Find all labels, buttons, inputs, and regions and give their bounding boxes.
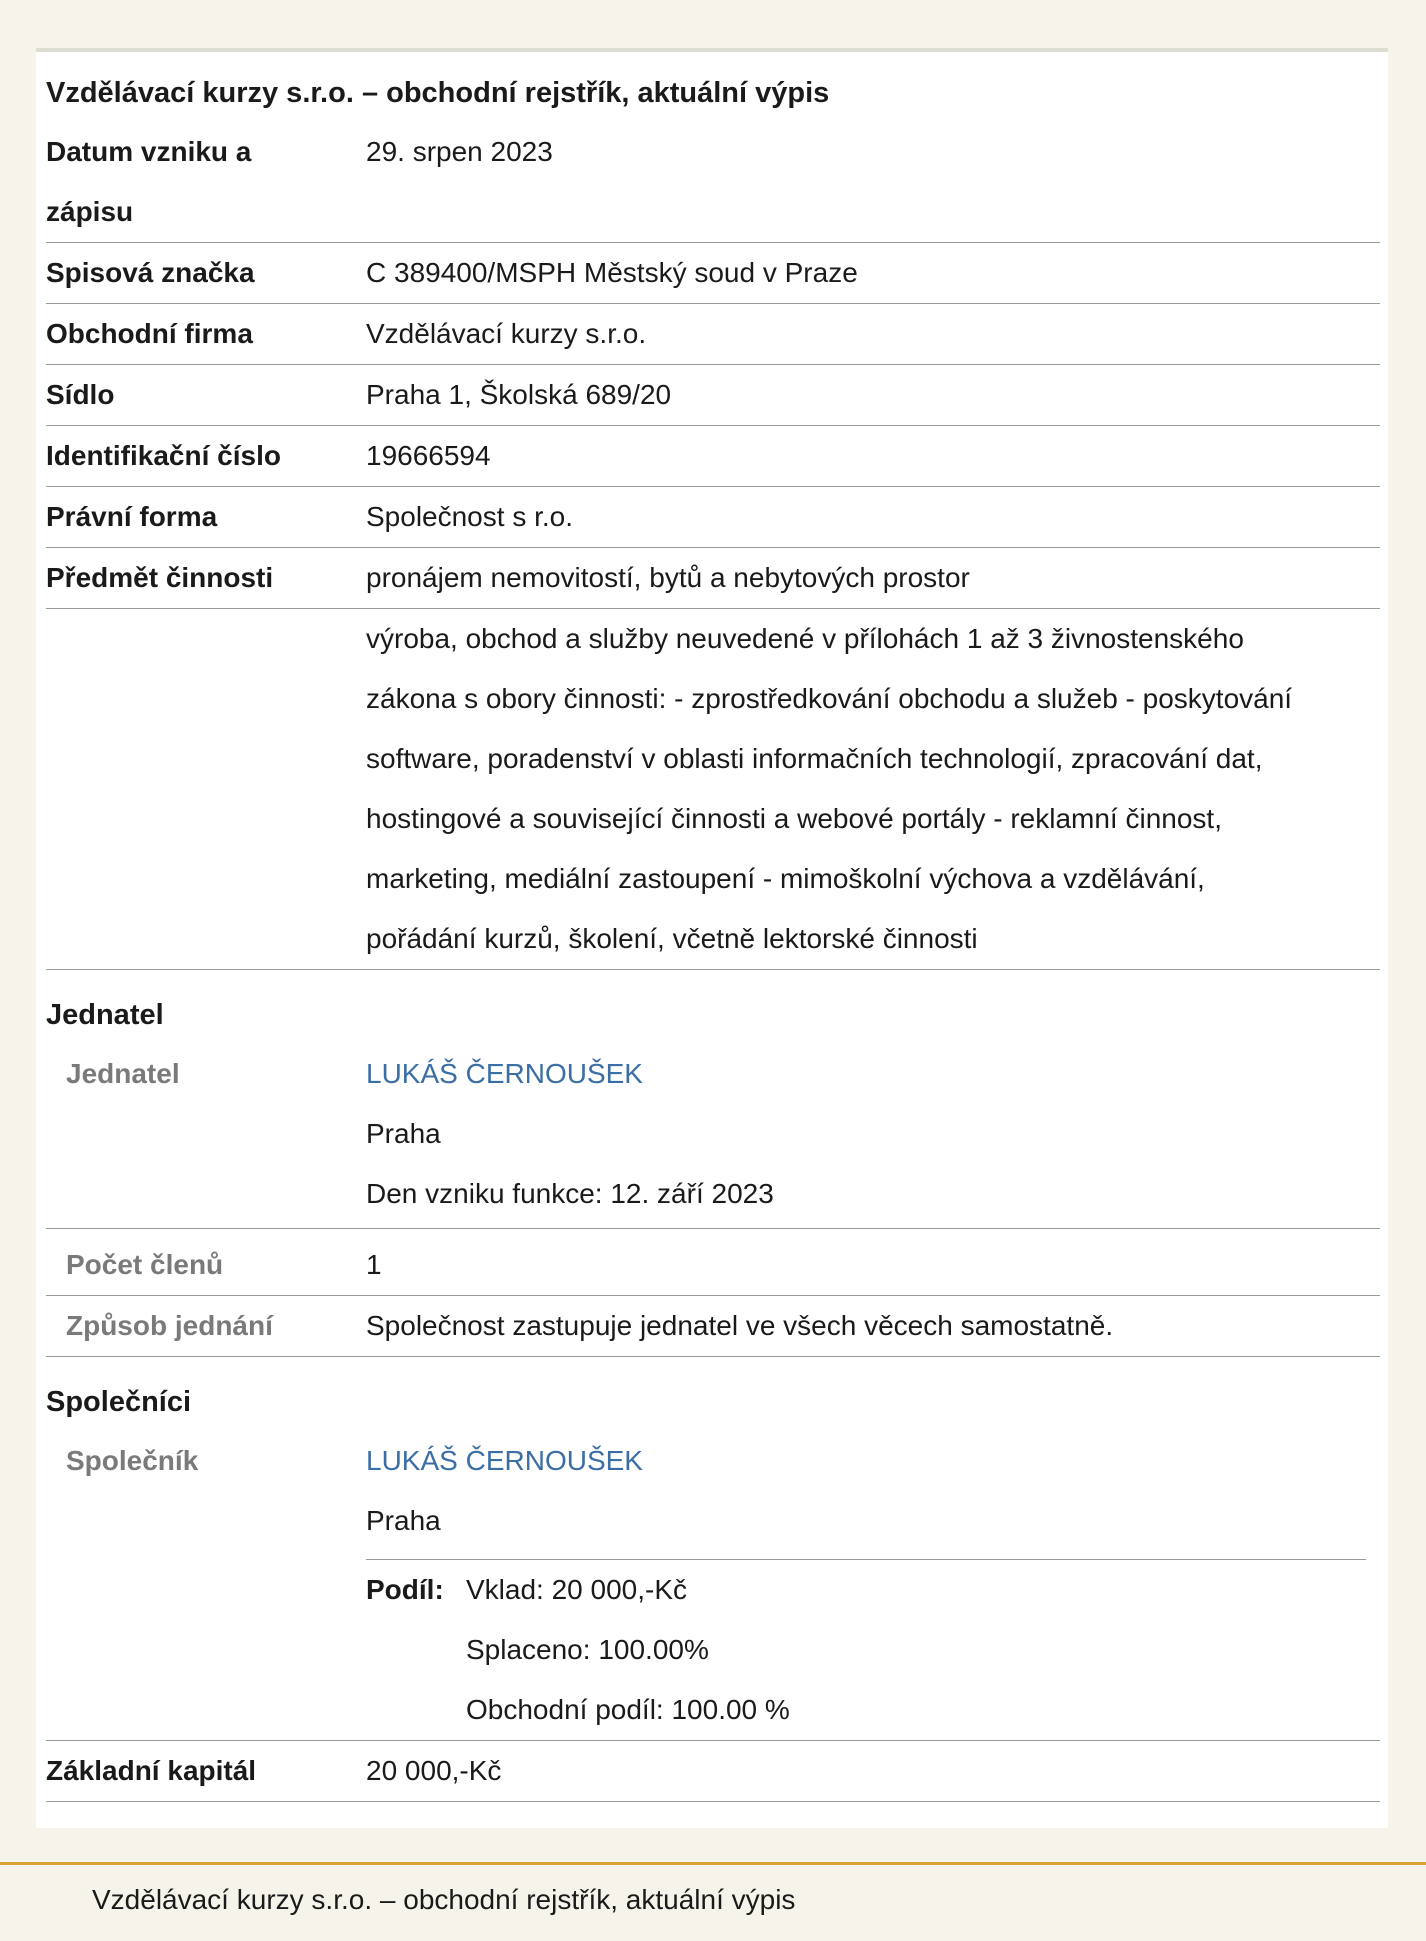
row-label: Společník: [66, 1445, 199, 1476]
row-zakladni-kapital: [46, 1741, 1380, 1802]
row-label: Právní forma: [46, 501, 218, 532]
section-heading-spolecnici: Společníci: [46, 1386, 192, 1418]
row-value: Společnost zastupuje jednatel ve všech věcech samostatně.: [366, 1310, 1114, 1341]
podil-label: Podíl:: [366, 1574, 444, 1605]
footer-title: Vzdělávací kurzy s.r.o. – obchodní rejstřík, aktuální výpis: [92, 1884, 796, 1915]
footer: [0, 1862, 1426, 1941]
row-label: Způsob jednání: [66, 1310, 273, 1341]
podil-vklad: Vklad: 20 000,-Kč: [466, 1574, 688, 1605]
row-value: [366, 1044, 1380, 1228]
row-label: Sídlo: [46, 379, 115, 410]
row-ico: [46, 426, 1380, 487]
row-value: Společnost s r.o.: [366, 501, 574, 532]
section-heading-jednatel: Jednatel: [46, 999, 164, 1031]
spolecnik-name-link[interactable]: LUKÁŠ ČERNOUŠEK: [366, 1445, 643, 1476]
row-label: [46, 609, 366, 969]
row-value: C 389400/MSPH Městský soud v Praze: [366, 257, 858, 288]
row-label: Identifikační číslo: [46, 440, 281, 471]
spolecnik-city: Praha: [366, 1505, 441, 1536]
row-value: pronájem nemovitostí, bytů a nebytových prostor: [366, 562, 970, 593]
podil-obchodni: Obchodní podíl: 100.00 %: [466, 1694, 790, 1725]
row-predmet-cinnosti-2: [46, 609, 1380, 970]
row-pocet-clenu: [46, 1229, 1380, 1296]
row-jednatel: [46, 1044, 1380, 1229]
row-predmet-cinnosti: [46, 548, 1380, 609]
row-datum-vzniku: [46, 122, 1380, 243]
page-title: Vzdělávací kurzy s.r.o. – obchodní rejstřík, aktuální výpis: [46, 77, 830, 109]
row-value: 19666594: [366, 440, 491, 471]
row-label: Spisová značka: [46, 257, 255, 288]
row-label: Počet členů: [66, 1249, 224, 1280]
jednatel-city: Praha: [366, 1118, 441, 1149]
jednatel-name-link[interactable]: LUKÁŠ ČERNOUŠEK: [366, 1058, 643, 1089]
row-value: výroba, obchod a služby neuvedené v přílohách 1 až 3 živnostenského zákona s obory činnosti: - zprostředkování obchodu a služeb - poskytování software, poradenství v oblasti informačních technologií, zpracování dat, hostingové a související činnosti a webové portály - reklamní činnost, marketing, mediální zastoupení - mimoškolní výchova a vzdělávání, pořádání kurzů, školení, včetně lektorské činnosti: [366, 623, 1293, 954]
podil-splaceno: Splaceno: 100.00%: [466, 1634, 709, 1665]
row-value: [366, 1431, 1380, 1740]
row-spolecnik: [46, 1431, 1380, 1741]
jednatel-since: Den vzniku funkce: 12. září 2023: [366, 1178, 774, 1209]
row-label: Jednatel: [66, 1058, 180, 1089]
row-value: Praha 1, Školská 689/20: [366, 379, 672, 410]
row-label: Datum vzniku a zápisu: [46, 136, 252, 227]
row-sidlo: [46, 365, 1380, 426]
row-obchodni-firma: [46, 304, 1380, 365]
row-spisova-znacka: [46, 243, 1380, 304]
podil-block: [366, 1559, 1366, 1740]
row-label: Základní kapitál: [46, 1755, 257, 1786]
registry-extract: [36, 48, 1388, 1828]
row-label: Předmět činnosti: [46, 562, 274, 593]
podil-values: [466, 1560, 790, 1740]
row-value: Vzdělávací kurzy s.r.o.: [366, 318, 647, 349]
row-label: Obchodní firma: [46, 318, 253, 349]
row-pravni-forma: [46, 487, 1380, 548]
row-value: 1: [366, 1249, 382, 1280]
row-value: 20 000,-Kč: [366, 1755, 502, 1786]
row-zpusob-jednani: [46, 1296, 1380, 1357]
row-value: 29. srpen 2023: [366, 136, 553, 167]
